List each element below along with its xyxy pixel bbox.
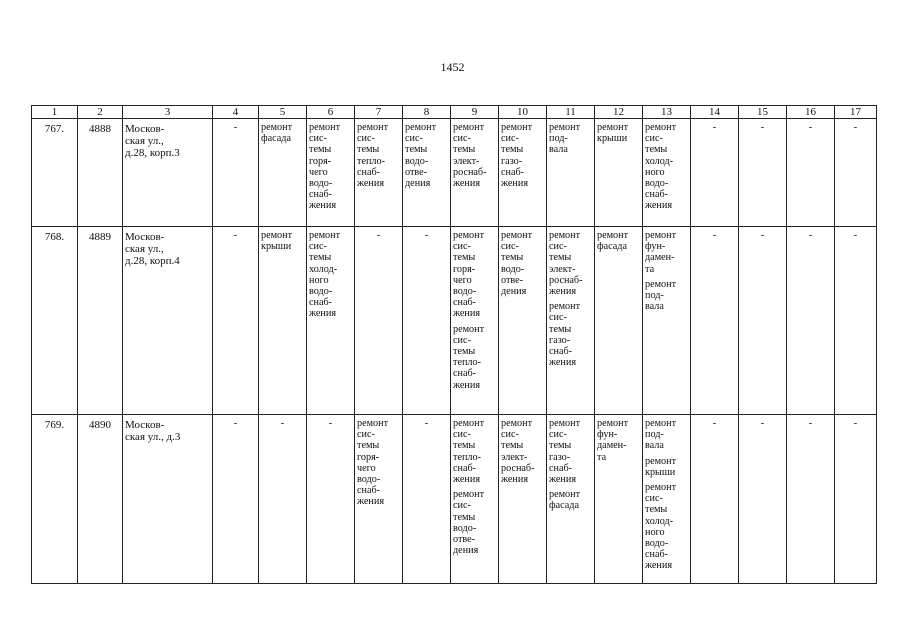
building-address: Москов- ская ул., д.28, корп.3 [123, 119, 213, 227]
empty-marker: - [853, 418, 858, 429]
column-header: 15 [739, 106, 787, 119]
column-header: 4 [213, 106, 259, 119]
work-item: ремонт сис- темы горя- чего водо- снаб- жения [357, 418, 389, 508]
work-cell-col-8 [403, 227, 451, 415]
work-item: ремонт сис- темы элект- роснаб- жения [453, 122, 487, 190]
work-cell-col-17 [835, 227, 877, 415]
empty-marker: - [808, 418, 813, 429]
empty-marker: - [424, 230, 429, 241]
empty-marker: - [233, 230, 238, 241]
row-number: 768. [32, 227, 78, 415]
work-item: ремонт крыши [261, 230, 293, 253]
work-item: ремонт крыши [645, 455, 677, 478]
building-address: Москов- ская ул., д.3 [123, 415, 213, 584]
work-item: ремонт под- вала [645, 418, 677, 452]
work-item: ремонт сис- темы холод- ного водо- снаб- жения [645, 482, 677, 572]
work-item: ремонт сис- темы газо- снаб- жения [549, 418, 581, 486]
empty-marker: - [328, 418, 333, 429]
row-number: 767. [32, 119, 78, 227]
work-cell-col-10 [499, 227, 547, 415]
work-cell-col-13 [643, 119, 691, 227]
table-row [32, 227, 877, 415]
building-id: 4888 [78, 119, 123, 227]
work-cell-col-10 [499, 415, 547, 584]
work-cell-col-12 [595, 227, 643, 415]
work-cell-col-4 [213, 227, 259, 415]
work-cell-col-15 [739, 119, 787, 227]
work-item: ремонт под- вала [645, 278, 677, 313]
work-item: ремонт сис- темы водо- отве- дения [405, 122, 437, 190]
page-number: 1452 [440, 60, 465, 74]
work-cell-col-9 [451, 227, 499, 415]
work-cell-col-7 [355, 227, 403, 415]
work-item: ремонт сис- темы элект- роснаб- жения [549, 230, 583, 298]
column-header: 9 [451, 106, 499, 119]
column-header: 6 [307, 106, 355, 119]
column-header: 8 [403, 106, 451, 119]
work-item: ремонт сис- темы тепло- снаб- жения [453, 418, 485, 486]
column-header: 2 [78, 106, 123, 119]
table-row [32, 119, 877, 227]
work-item: ремонт сис- темы горя- чего водо- снаб- жения [309, 122, 341, 212]
work-cell-col-9 [451, 119, 499, 227]
work-cell-col-16 [787, 415, 835, 584]
work-cell-col-13 [643, 415, 691, 584]
empty-marker: - [233, 418, 238, 429]
work-item: ремонт сис- темы холод- ного водо- снаб- жения [309, 230, 341, 320]
work-item: ремонт фасада [549, 489, 581, 512]
work-item: ремонт сис- темы газо- снаб- жения [501, 122, 533, 190]
work-item: ремонт фун- дамен- та [645, 230, 677, 275]
work-cell-col-4 [213, 415, 259, 584]
column-header: 13 [643, 106, 691, 119]
work-item: ремонт сис- темы элект- роснаб- жения [501, 418, 535, 486]
column-header: 1 [32, 106, 78, 119]
work-cell-col-8 [403, 119, 451, 227]
work-cell-col-14 [691, 227, 739, 415]
column-header: 7 [355, 106, 403, 119]
work-cell-col-12 [595, 415, 643, 584]
work-item: ремонт крыши [597, 122, 629, 145]
table-body [32, 106, 877, 584]
work-cell-col-16 [787, 227, 835, 415]
work-cell-col-15 [739, 415, 787, 584]
work-cell-col-9 [451, 415, 499, 584]
work-cell-col-13 [643, 227, 691, 415]
work-cell-col-5 [259, 227, 307, 415]
empty-marker: - [376, 230, 381, 241]
work-cell-col-12 [595, 119, 643, 227]
work-item: ремонт под- вала [549, 122, 581, 156]
work-cell-col-15 [739, 227, 787, 415]
work-item: ремонт сис- темы водо- отве- дения [453, 489, 485, 557]
work-cell-col-14 [691, 415, 739, 584]
building-address: Москов- ская ул., д.28, корп.4 [123, 227, 213, 415]
work-item: ремонт фун- дамен- та [597, 418, 629, 463]
work-cell-col-7 [355, 119, 403, 227]
table-row [32, 415, 877, 584]
work-item: ремонт сис- темы тепло- снаб- жения [453, 323, 485, 391]
work-cell-col-11 [547, 119, 595, 227]
column-header: 17 [835, 106, 877, 119]
work-cell-col-6 [307, 119, 355, 227]
work-cell-col-14 [691, 119, 739, 227]
empty-marker: - [280, 418, 285, 429]
empty-marker: - [712, 418, 717, 429]
empty-marker: - [808, 122, 813, 133]
row-number: 769. [32, 415, 78, 584]
work-cell-col-5 [259, 119, 307, 227]
building-id: 4889 [78, 227, 123, 415]
building-id: 4890 [78, 415, 123, 584]
empty-marker: - [712, 122, 717, 133]
empty-marker: - [233, 122, 238, 133]
column-header: 5 [259, 106, 307, 119]
work-item: ремонт фасада [597, 230, 629, 253]
column-header: 12 [595, 106, 643, 119]
work-item: ремонт сис- темы газо- снаб- жения [549, 301, 581, 369]
column-header: 3 [123, 106, 213, 119]
work-item: ремонт сис- темы холод- ного водо- снаб- жения [645, 122, 677, 212]
empty-marker: - [424, 418, 429, 429]
column-header: 10 [499, 106, 547, 119]
empty-marker: - [760, 418, 765, 429]
work-cell-col-17 [835, 119, 877, 227]
work-cell-col-6 [307, 415, 355, 584]
work-cell-col-6 [307, 227, 355, 415]
work-cell-col-4 [213, 119, 259, 227]
work-item: ремонт сис- темы водо- отве- дения [501, 230, 533, 298]
empty-marker: - [808, 230, 813, 241]
column-header: 11 [547, 106, 595, 119]
work-cell-col-17 [835, 415, 877, 584]
repair-schedule-table [31, 105, 877, 584]
work-item: ремонт сис- темы горя- чего водо- снаб- жения [453, 230, 485, 320]
work-item: ремонт сис- темы тепло- снаб- жения [357, 122, 389, 190]
empty-marker: - [853, 122, 858, 133]
work-item: ремонт фасада [261, 122, 293, 145]
work-cell-col-8 [403, 415, 451, 584]
header-row [32, 106, 877, 119]
work-cell-col-7 [355, 415, 403, 584]
column-header: 14 [691, 106, 739, 119]
empty-marker: - [760, 122, 765, 133]
work-cell-col-16 [787, 119, 835, 227]
column-header: 16 [787, 106, 835, 119]
empty-marker: - [853, 230, 858, 241]
work-cell-col-11 [547, 227, 595, 415]
work-cell-col-10 [499, 119, 547, 227]
work-cell-col-5 [259, 415, 307, 584]
work-cell-col-11 [547, 415, 595, 584]
empty-marker: - [712, 230, 717, 241]
empty-marker: - [760, 230, 765, 241]
